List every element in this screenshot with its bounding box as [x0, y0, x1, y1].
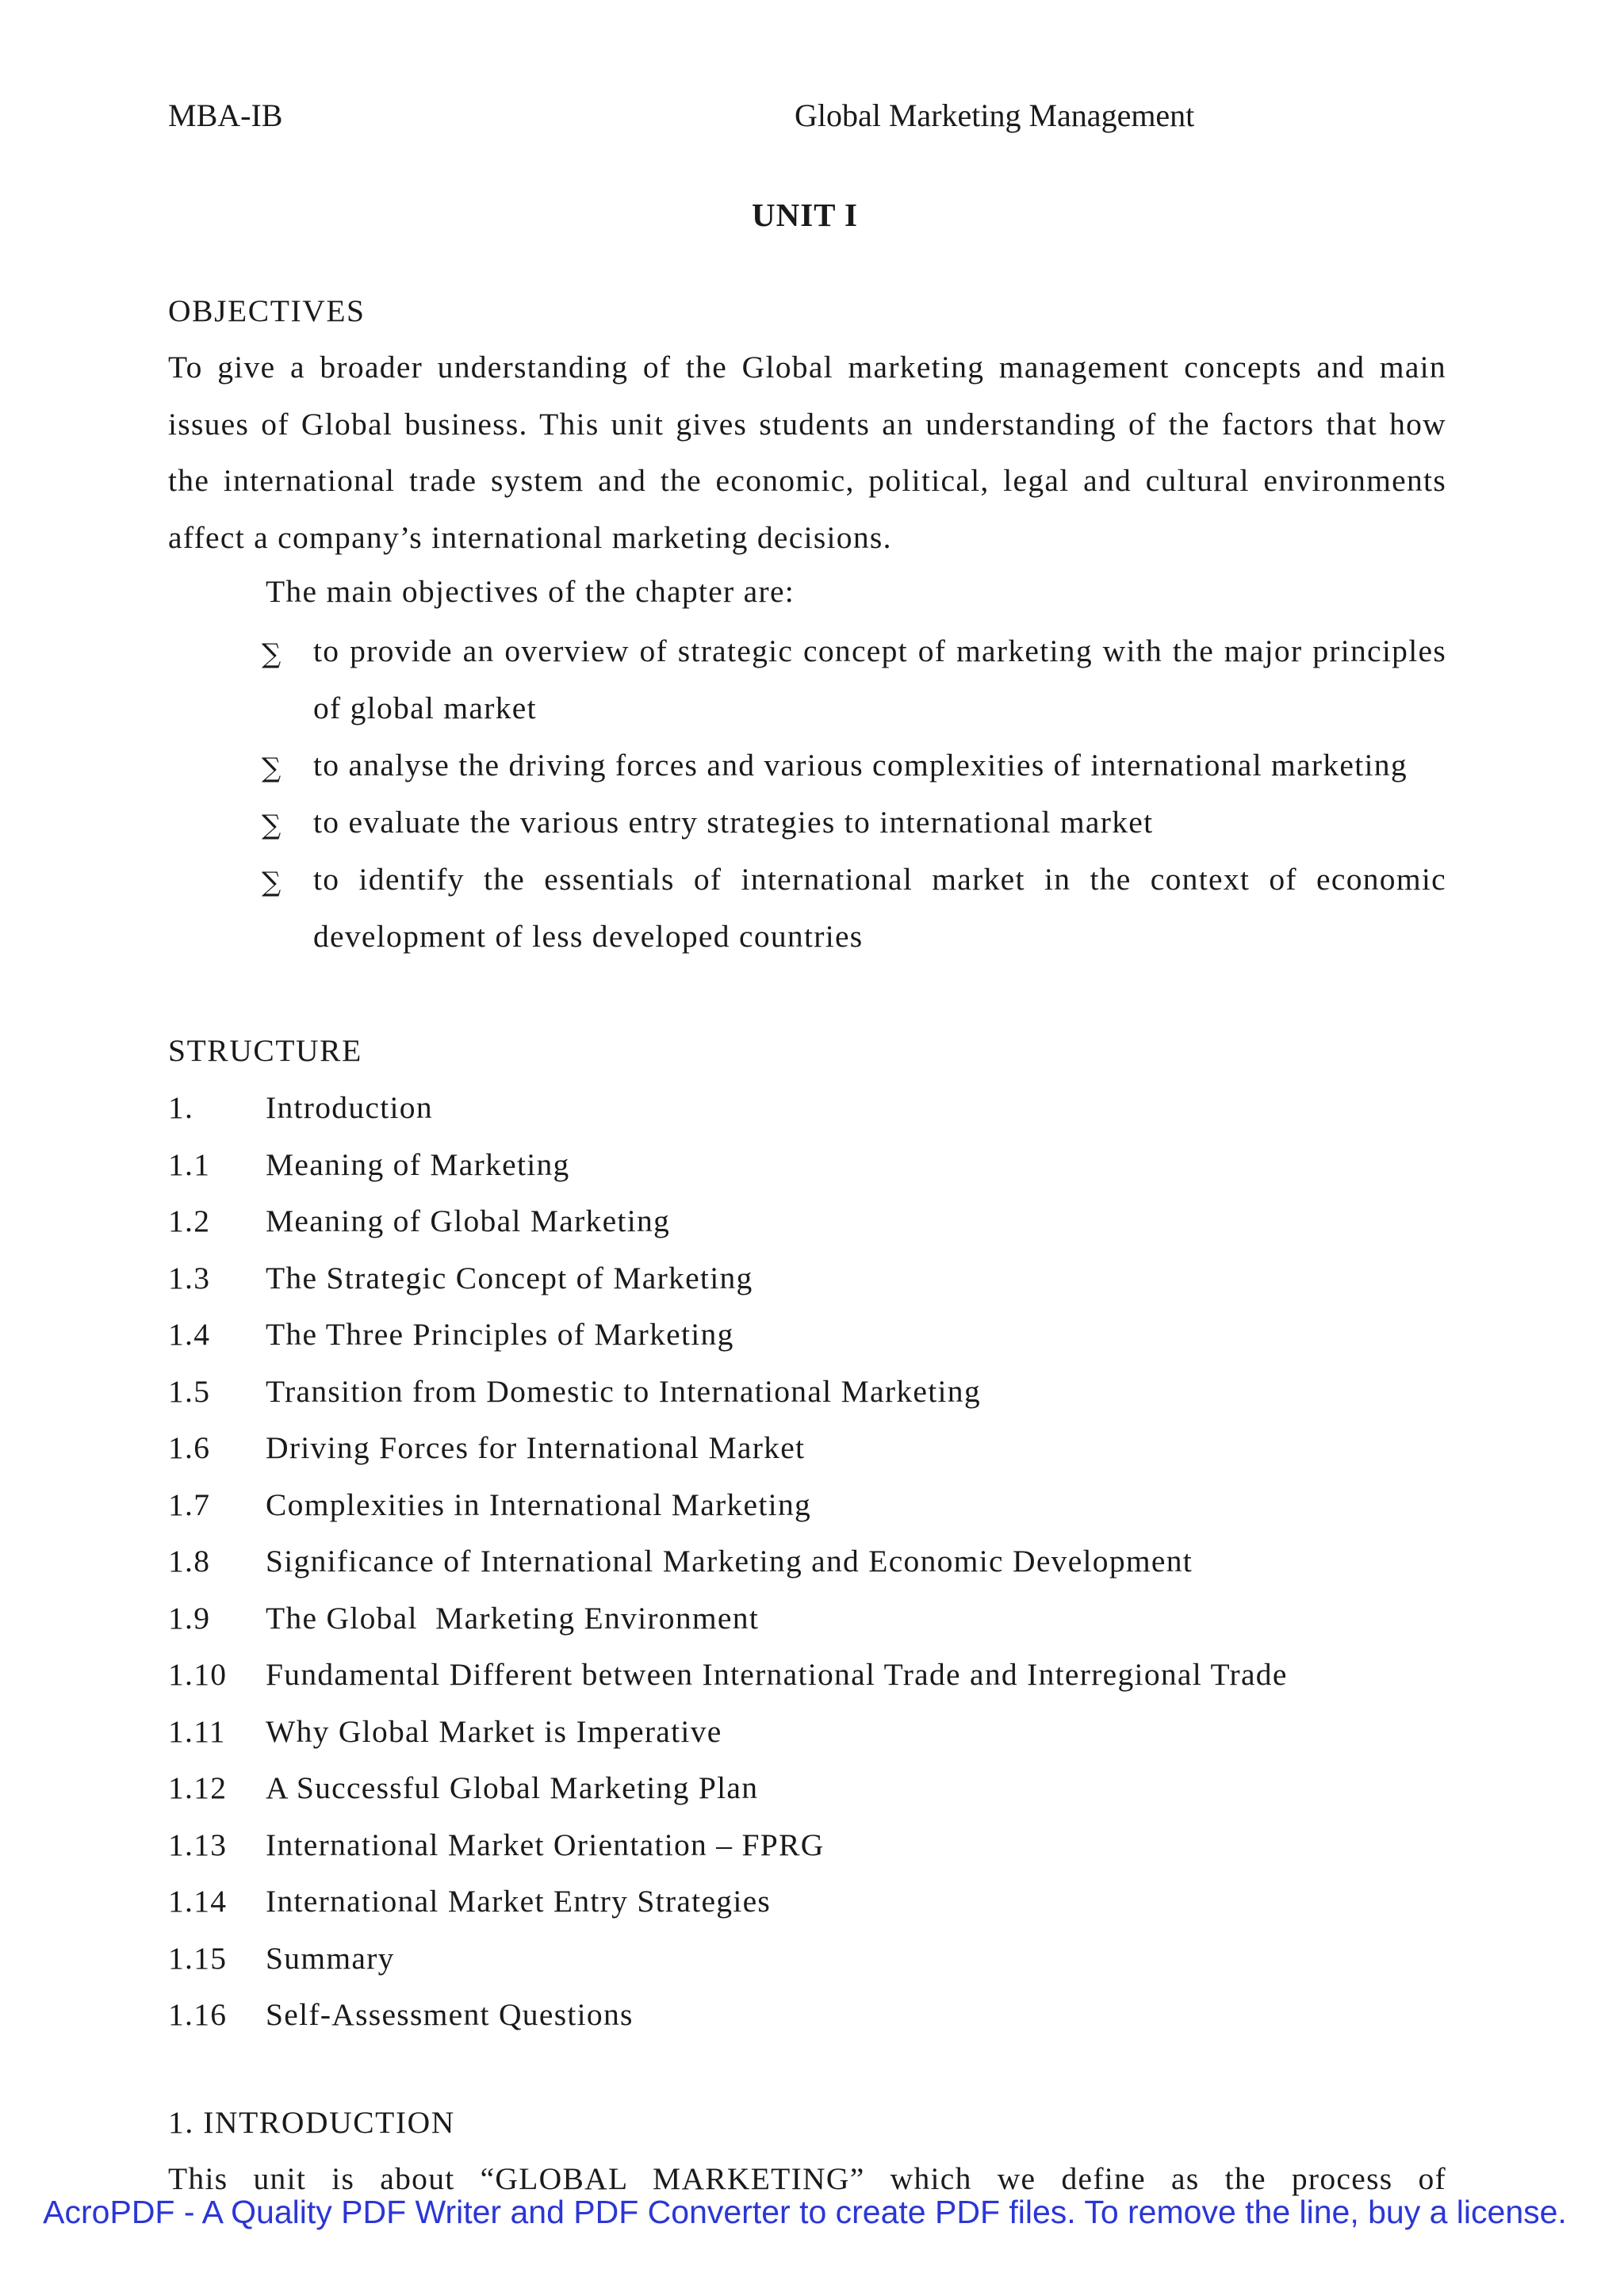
structure-item-number: 1.15 [168, 1940, 228, 1976]
structure-item-number: 1.8 [168, 1544, 211, 1578]
structure-item [168, 1704, 1288, 1761]
structure-item-title: Introduction [266, 1090, 433, 1125]
header-course-title: Global Marketing Management [795, 98, 1195, 133]
structure-item-number: 1.13 [168, 1827, 228, 1862]
structure-item-number: 1.3 [168, 1260, 211, 1295]
structure-item-number: 1.7 [168, 1487, 211, 1522]
structure-item [168, 1364, 1288, 1421]
objective-text: to analyse the driving forces and various complexities of international marketing [313, 748, 1408, 783]
structure-item-title: Summary [266, 1940, 395, 1976]
structure-item-title: Complexities in International Marketing [266, 1487, 812, 1522]
structure-item [168, 1307, 1288, 1364]
structure-item-number: 1.6 [168, 1430, 211, 1465]
introduction-heading: 1. INTRODUCTION [168, 2105, 455, 2140]
structure-item [168, 1193, 1288, 1250]
objective-item [262, 737, 1446, 794]
structure-item-title: A Successful Global Marketing Plan [266, 1770, 759, 1805]
objectives-heading: OBJECTIVES [168, 293, 366, 328]
objectives-intro: The main objectives of the chapter are: [266, 574, 795, 609]
structure-item-number: 1.12 [168, 1770, 228, 1805]
bullet-sigma-icon: ∑ [262, 752, 282, 784]
bullet-sigma-icon: ∑ [262, 809, 282, 841]
objective-item [262, 851, 1446, 965]
structure-item-number: 1.11 [168, 1713, 226, 1749]
structure-item-title: Why Global Market is Imperative [266, 1713, 722, 1749]
structure-item-title: Driving Forces for International Market [266, 1430, 806, 1465]
objectives-paragraph: To give a broader understanding of the Global marketing management concepts and main issues of Global business. This unit gives students an understanding of the factors that how the international trade system and the economic, political, legal and cultural environments affect a company’s international marketing decisions. [168, 350, 1446, 555]
objective-item [262, 622, 1446, 737]
bullet-sigma-icon: ∑ [262, 638, 282, 670]
structure-item-title: Transition from Domestic to International Marketing [266, 1373, 981, 1409]
header-course-code: MBA-IB [168, 98, 283, 133]
structure-item-title: Significance of International Marketing and Economic Development [266, 1544, 1193, 1578]
structure-item [168, 1817, 1288, 1874]
structure-item [168, 1987, 1288, 2044]
structure-item-number: 1.14 [168, 1884, 228, 1919]
structure-item-number: 1. [168, 1090, 194, 1125]
structure-item [168, 1590, 1288, 1647]
structure-item-number: 1.4 [168, 1317, 211, 1352]
structure-item-number: 1.10 [168, 1657, 228, 1692]
structure-item-title: International Market Entry Strategies [266, 1884, 772, 1919]
unit-title: UNIT I [752, 197, 858, 233]
objective-text: to evaluate the various entry strategies to international market [313, 805, 1154, 840]
structure-item-title: International Market Orientation – FPRG [266, 1827, 825, 1862]
objective-text: to provide an overview of strategic concept of marketing with the major principles of global market [313, 633, 1446, 725]
structure-item [168, 1137, 1288, 1194]
structure-item-number: 1.1 [168, 1146, 211, 1182]
structure-item-title: The Global Marketing Environment [266, 1600, 760, 1636]
structure-item [168, 1533, 1288, 1590]
objective-text: to identify the essentials of international market in the context of economic development of less developed countries [313, 862, 1446, 954]
structure-item-title: Meaning of Marketing [266, 1146, 570, 1182]
structure-item [168, 1250, 1288, 1307]
structure-item [168, 1420, 1288, 1477]
objectives-list [262, 622, 1446, 965]
structure-item-number: 1.2 [168, 1203, 211, 1238]
structure-item-number: 1.9 [168, 1600, 211, 1636]
structure-item-number: 1.16 [168, 1997, 228, 2032]
structure-item-title: Meaning of Global Marketing [266, 1203, 671, 1238]
structure-item [168, 1080, 1288, 1137]
structure-item [168, 1931, 1288, 1988]
structure-item-title: Fundamental Different between International Trade and Interregional Trade [266, 1657, 1288, 1692]
structure-item [168, 1647, 1288, 1704]
structure-item-title: Self-Assessment Questions [266, 1997, 634, 2032]
structure-item [168, 1760, 1288, 1817]
introduction-paragraph: This unit is about “GLOBAL MARKETING” which we define as the process of [168, 2161, 1446, 2196]
structure-item [168, 1873, 1288, 1931]
objective-item [262, 794, 1446, 851]
structure-item [168, 1477, 1288, 1534]
bullet-sigma-icon: ∑ [262, 867, 282, 898]
structure-item-title: The Strategic Concept of Marketing [266, 1260, 753, 1295]
structure-list [168, 1080, 1288, 2044]
structure-item-number: 1.5 [168, 1373, 211, 1409]
structure-item-title: The Three Principles of Marketing [266, 1317, 734, 1352]
structure-heading: STRUCTURE [168, 1033, 362, 1068]
acropdf-watermark: AcroPDF - A Quality PDF Writer and PDF Converter to create PDF files. To remove the line, buy a license. [43, 2194, 1567, 2230]
